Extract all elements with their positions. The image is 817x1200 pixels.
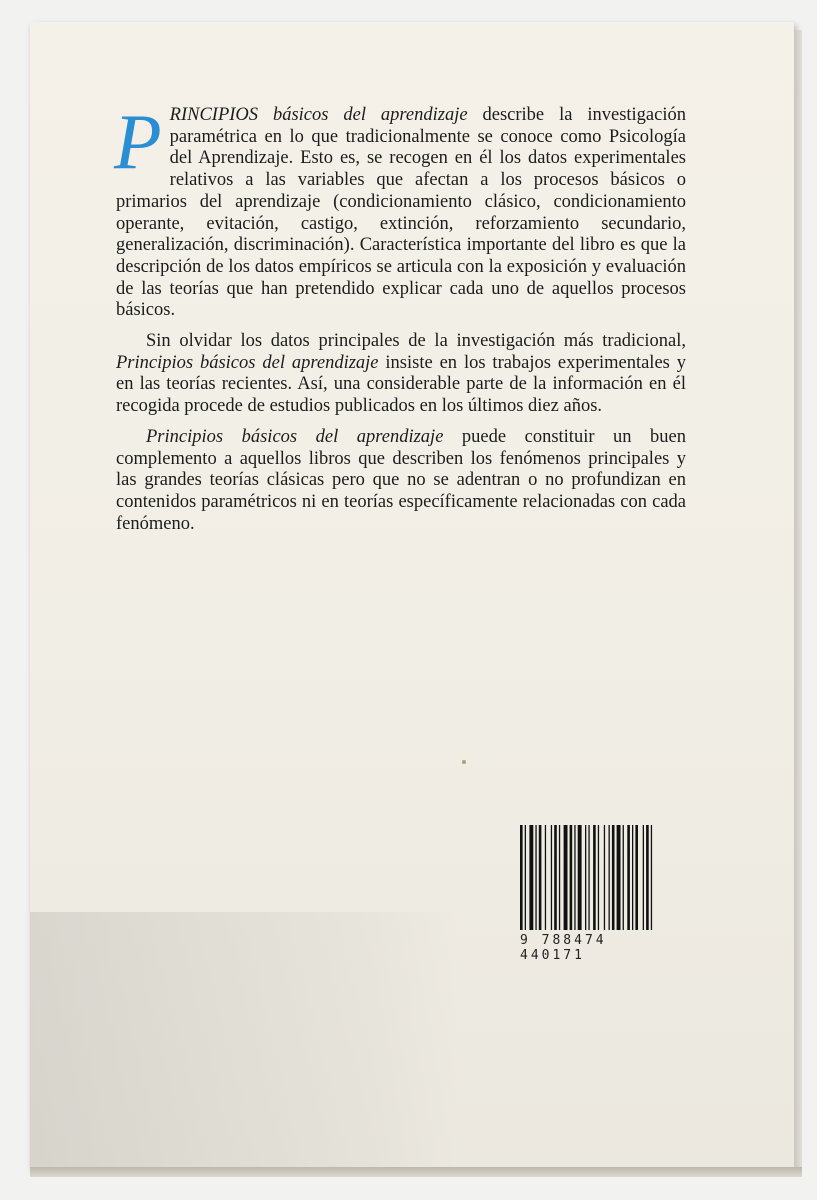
barcode-bar — [520, 825, 523, 930]
barcode-bar — [574, 825, 575, 930]
barcode-bar — [617, 825, 621, 930]
barcode-bar — [545, 825, 546, 930]
barcode-bar — [585, 825, 586, 930]
paragraph-2-end: insiste en los trabajos experimentales y en las teorías recientes. Así, una considerable parte de la información en él recogida procede de estudios publicados en los últimos diez años. — [116, 352, 686, 417]
shadow-region — [30, 912, 460, 1167]
book-title-italic-2: Principios básicos del aprendizaje — [116, 352, 379, 373]
paragraph-2-start: Sin olvidar los datos principales de la investigación más tradicional, — [146, 331, 686, 352]
barcode-bar — [551, 825, 552, 930]
barcode-bar — [623, 825, 624, 930]
book-page-edge-right — [794, 30, 802, 1170]
paragraph-3-end: puede constituir un buen complemento a aquellos libros que describen los fenómenos principales y las grandes teorías clásicas pero que no se adentran o no profundizan en contenidos paramétricos ni en teorías específicamente relacionadas con cada fenómeno. — [116, 426, 686, 534]
barcode-bar — [559, 825, 560, 930]
barcode-bar — [529, 825, 533, 930]
barcode-bar — [632, 825, 633, 930]
barcode-bar — [578, 825, 582, 930]
barcode-bar — [635, 825, 638, 930]
barcode-bar — [604, 825, 605, 930]
barcode-bar — [588, 825, 589, 930]
book-page-edge-bottom — [30, 1167, 802, 1177]
barcode-bar — [525, 825, 526, 930]
barcode-bars — [518, 825, 678, 930]
barcode-bar — [612, 825, 615, 930]
blurb-text — [114, 98, 686, 544]
paragraph-2 — [116, 331, 686, 418]
barcode-bar — [598, 825, 599, 930]
barcode-bar — [564, 825, 568, 930]
barcode-bar — [609, 825, 610, 930]
isbn-barcode — [518, 825, 678, 963]
paragraph-1 — [114, 98, 686, 322]
paragraph-1-text: describe la investigación paramétrica en lo que tradicionalmente se conoce como Psicología del Aprendizaje. Esto es, se recogen en él los datos experimentales relativos a las variables que afectan a los procesos básicos o primarios del aprendizaje (condicionamiento clásico, condicionamiento operante, evitación, castigo, extinción, reforzamiento secundario, generalización, discriminación). Característica importante del libro es que la descripción de los datos empíricos se articula con la exposición y evaluación de las teorías que han pretendido explicar cada uno de aquellos procesos básicos. — [116, 105, 686, 321]
paragraph-3 — [116, 427, 686, 536]
barcode-bar — [643, 825, 644, 930]
barcode-bar — [627, 825, 630, 930]
barcode-bar — [646, 825, 649, 930]
isbn-number: 9 788474 440171 — [520, 933, 607, 963]
barcode-bar — [535, 825, 536, 930]
barcode-bar — [554, 825, 557, 930]
barcode-bar — [570, 825, 573, 930]
barcode-bar — [651, 825, 652, 930]
barcode-bar — [593, 825, 596, 930]
paper-speck — [462, 760, 466, 764]
barcode-bar — [539, 825, 542, 930]
book-title-italic-3: Principios básicos del aprendizaje — [146, 426, 444, 447]
book-title-italic-1: RINCIPIOS básicos del aprendizaje — [169, 105, 468, 125]
dropcap-letter: P — [114, 98, 162, 185]
